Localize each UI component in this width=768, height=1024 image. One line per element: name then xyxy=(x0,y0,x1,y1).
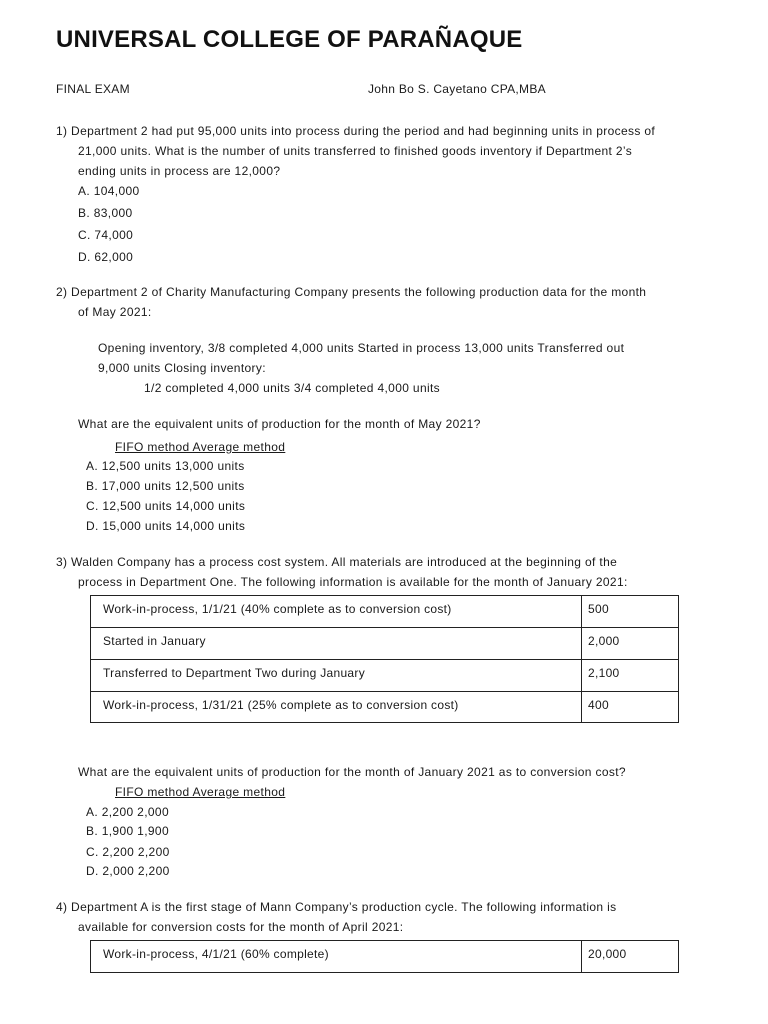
question-1-option-a: A. 104,000 xyxy=(78,184,140,198)
question-4-table xyxy=(90,940,679,973)
table-row xyxy=(91,692,679,723)
question-1-option-d: D. 62,000 xyxy=(78,250,134,264)
question-4-line-1: 4) Department A is the first stage of Mann Company’s production cycle. The following information is xyxy=(56,900,617,914)
question-2-option-d: D. 15,000 units 14,000 units xyxy=(86,519,246,533)
question-1-line-2: 21,000 units. What is the number of units transferred to finished goods inventory if Department 2’s xyxy=(78,144,633,158)
table-row xyxy=(91,628,679,660)
question-2-text xyxy=(56,282,682,322)
table-cell-value: 20,000 xyxy=(582,941,679,973)
question-3-option-d: D. 2,000 2,200 xyxy=(86,864,170,878)
question-3-option-c: C. 2,200 2,200 xyxy=(86,845,170,859)
table-cell-label: Transferred to Department Two during January xyxy=(91,660,582,692)
question-2-data xyxy=(98,338,682,398)
table-cell-value: 500 xyxy=(582,596,679,628)
question-3-method-header: FIFO method Average method xyxy=(115,785,286,799)
exam-label: FINAL EXAM xyxy=(56,82,130,96)
table-row xyxy=(91,660,679,692)
table-cell-label: Work-in-process, 1/31/21 (25% complete as to conversion cost) xyxy=(91,692,582,723)
question-2-prompt: What are the equivalent units of production for the month of May 2021? xyxy=(78,417,481,431)
question-3-prompt: What are the equivalent units of production for the month of January 2021 as to conversion cost? xyxy=(78,765,626,779)
instructor-name: John Bo S. Cayetano CPA,MBA xyxy=(368,82,546,96)
question-1-line-1: 1) Department 2 had put 95,000 units into process during the period and had beginning units in process of xyxy=(56,124,656,138)
question-3-option-a: A. 2,200 2,000 xyxy=(86,805,169,819)
question-2-option-a: A. 12,500 units 13,000 units xyxy=(86,459,245,473)
question-4-text xyxy=(56,897,682,937)
question-3-table xyxy=(90,595,679,723)
question-2-data-line-3: 1/2 completed 4,000 units 3/4 completed 4,000 units xyxy=(144,381,441,395)
question-2-method-header: FIFO method Average method xyxy=(115,440,286,454)
question-3-option-b: B. 1,900 1,900 xyxy=(86,824,169,838)
question-1-option-c: C. 74,000 xyxy=(78,228,134,242)
table-cell-value: 2,000 xyxy=(582,628,679,660)
table-cell-label: Work-in-process, 4/1/21 (60% complete) xyxy=(91,941,582,973)
question-1-option-b: B. 83,000 xyxy=(78,206,133,220)
question-2-option-b: B. 17,000 units 12,500 units xyxy=(86,479,245,493)
table-cell-value: 2,100 xyxy=(582,660,679,692)
question-2-data-line-2: 9,000 units Closing inventory: xyxy=(98,361,266,375)
table-row xyxy=(91,596,679,628)
question-2-line-1: 2) Department 2 of Charity Manufacturing Company presents the following production data for the month xyxy=(56,285,647,299)
table-row xyxy=(91,941,679,973)
question-2-data-line-1: Opening inventory, 3/8 completed 4,000 units Started in process 13,000 units Transferred out xyxy=(98,341,625,355)
page-title: UNIVERSAL COLLEGE OF PARAÑAQUE xyxy=(56,26,523,53)
table-cell-label: Work-in-process, 1/1/21 (40% complete as to conversion cost) xyxy=(91,596,582,628)
question-4-line-2: available for conversion costs for the month of April 2021: xyxy=(78,920,404,934)
question-2-option-c: C. 12,500 units 14,000 units xyxy=(86,499,246,513)
table-cell-value: 400 xyxy=(582,692,679,723)
question-3-line-1: 3) Walden Company has a process cost system. All materials are introduced at the beginning of the xyxy=(56,555,618,569)
table-cell-label: Started in January xyxy=(91,628,582,660)
question-2-line-2: of May 2021: xyxy=(78,305,152,319)
question-1-text xyxy=(56,121,682,181)
question-1-line-3: ending units in process are 12,000? xyxy=(78,164,281,178)
question-3-text xyxy=(56,552,682,592)
question-3-line-2: process in Department One. The following information is available for the month of January 2021: xyxy=(78,575,628,589)
